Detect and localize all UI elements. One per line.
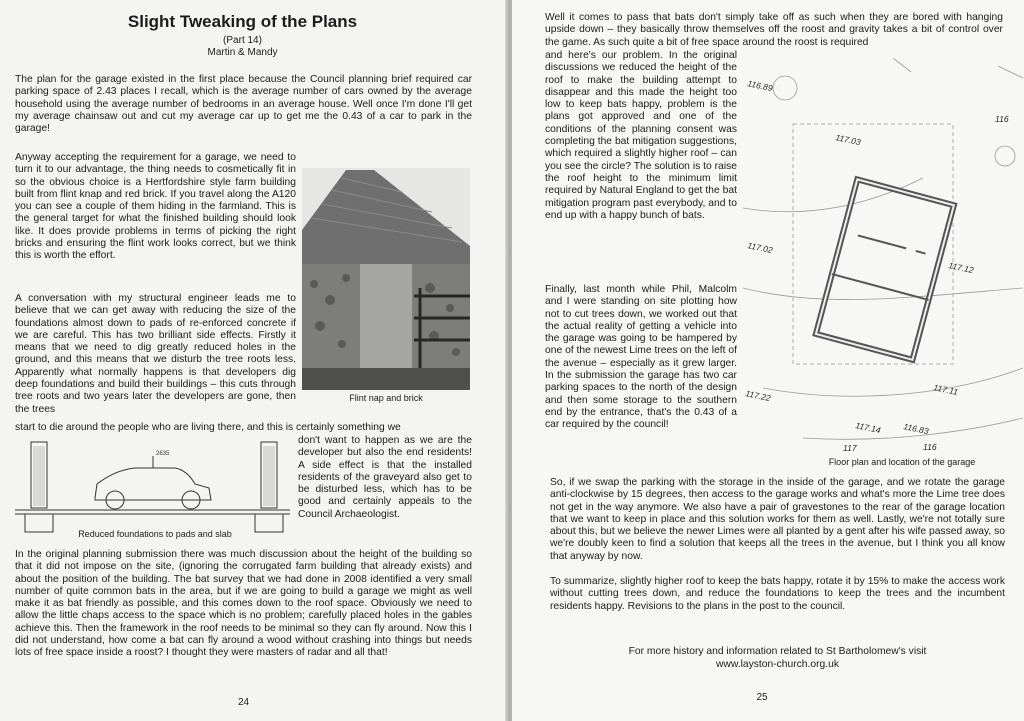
- paragraph-roof-height: and here's our problem. In the original discussions we reduced the height of the roof to make the building attempt to disappear and this made the height too low to keep bats happy, problem is the plans got approved and one of the conditions of the planning consent was completing the bat mitigation suggestions, which required a slightly higher roof – can you see the circle? The solution is to raise the roof height to the minimum limit required by Natural England to get the bat mitigation program past everybody, and to end up with a happy bunch of bats.: [545, 50, 737, 221]
- paragraph-foundations-end: don't want to happen as we are the developer but also the end residents! A side effect is that the installed residents of the graveyard also get to be disturbed less, which has to be good and certainly appeals to the Council Archaeologist.: [298, 435, 472, 520]
- footer-website: www.layston-church.org.uk: [715, 659, 840, 670]
- plan-elevation-label: 116.89: [746, 78, 774, 94]
- paragraph-garage-style: Anyway accepting the requirement for a garage, we need to turn it to our advantage, the thing needs to cosmetically fit in so the obvious choice is a Hertfordshire style farm building built from flint knap and red brick. If you travel along the A120 you can see a couple of them hiding in the farmland. This is the general target for what the finished building should look like. It does provide problems in terms of picking the right bricks and ensuring the flint work looks correct, but we think this is worth the effort.: [15, 152, 296, 262]
- floor-plan-drawing: [743, 58, 1023, 458]
- plan-elevation-label: 117.22: [744, 388, 772, 404]
- plan-elevation-label: 117.14: [854, 420, 882, 436]
- paragraph-site-visit: Finally, last month while Phil, Malcolm and I were standing on site plotting how not to cut trees down, we worked out that the actual reality of getting a vehicle into the garage was going to be hampered by one of the newest Lime trees on the left of the avenue – especially as it grew larger. In the submission the garage has two car parking spaces to the north of the design and then some storage to the southern end by the entrance, that's the 0.43 of a car required by the council!: [545, 284, 737, 431]
- page-number-left: 24: [237, 697, 250, 708]
- plan-elevation-label: 116.83: [902, 421, 930, 437]
- plan-elevation-label: 117.11: [932, 382, 959, 398]
- photo-caption: Flint nap and brick: [349, 393, 423, 403]
- footer-text: For more history and information related to St Bartholomew's visit: [628, 646, 927, 657]
- left-page: [0, 0, 508, 721]
- article-title: Slight Tweaking of the Plans: [127, 12, 358, 31]
- paragraph-bat-flight: Well it comes to pass that bats don't simply take off as such when they are bored with hanging upside down – they basically throw themselves off the roost and gravity takes a bit of control over the game. As such quite a bit of free space around the roost is required: [545, 12, 1003, 48]
- church-footer: [550, 645, 1005, 671]
- diagram-caption: Reduced foundations to pads and slab: [78, 529, 232, 539]
- plan-elevation-label: 116: [923, 442, 937, 452]
- paragraph-foundations-line: start to die around the people who are living there, and this is certainly something we: [15, 422, 401, 433]
- paragraph-foreword: The plan for the garage existed in the first place because the Council planning brief required car parking space of 2.43 places I recall, which is the average number of cars owned by the average household using the average number of bedrooms in an average house. Well once I'm done I'll get my average chainsaw out and cut my average car up to get me the 0.43 of a car to park in the garage!: [15, 74, 472, 135]
- paragraph-bats: In the original planning submission there was much discussion about the height of the building so that it did not impose on the site, (ignoring the corrugated farm building that already exists) and about the position of the building. The bat survey that we had done in 2008 identified a very small number of quite common bats in the area, but if we are going to build a garage we might as well make it as bat friendly as possible, and this comes down to the roof space. Obviously we need to allow the little chaps access to the space which is no problem; carefully placed holes in the gables achieve this. Then the framework in the roof needs to be minimal so they can fly around. Now this I did not understand, how come a bat can fly around a wood without crashing into things but needs lots of free space inside a roost? I thought they were masters of radar and all that!: [15, 549, 472, 659]
- plan-elevation-label: 117: [843, 443, 857, 453]
- plan-caption: Floor plan and location of the garage: [828, 457, 976, 467]
- flint-building-photo: [302, 168, 470, 390]
- plan-elevation-label: 117.12: [947, 260, 975, 276]
- diagram-dimension-label: 2635: [156, 451, 170, 457]
- plan-elevation-label: 116: [995, 114, 1009, 124]
- page-number-right: 25: [756, 692, 768, 703]
- paragraph-summary: To summarize, slightly higher roof to keep the bats happy, rotate it by 15% to make the access work without cutting trees down, and reduce the foundations to keep the trees and the incumbent residents happy. Revisions to the plans in the post to the council.: [550, 576, 1005, 612]
- paragraph-foundations: A conversation with my structural engineer leads me to believe that we can get away with reducing the size of the foundations almost down to pads of re-enforced concrete if we are careful. This has two brilliant side effects. Firstly it means that we need to dig greatly reduced holes in the ground, and this means that we disturb the tree roots less. Apparently what normally happens is that developers dig deep foundations and build their buildings – this cuts through tree roots and two years later the developers are gone, then the trees: [15, 293, 296, 415]
- paragraph-rotation: So, if we swap the parking with the storage in the inside of the garage, and we rotate the garage anti-clockwise by 15 degrees, then access to the garage works and what's more the Lime tree does not get in the way anymore. We also have a pair of gravestones to the rear of the garage location that we want to keep in place and this solution works for them as well. Lastly, we're not totally sure about this, but we believe the newer Limes were all planted by a gent after his wife passed away, so we're doubly keen to find a solution that keeps all the trees in the avenue, but I think you all know that anyway by now.: [550, 477, 1005, 562]
- foundation-diagram: [15, 440, 290, 536]
- article-part: (Part 14): [223, 35, 262, 46]
- article-authors: Martin & Mandy: [207, 47, 278, 58]
- right-page: [512, 0, 1024, 721]
- plan-elevation-label: 117.03: [834, 132, 862, 148]
- plan-elevation-label: 117.02: [746, 240, 774, 256]
